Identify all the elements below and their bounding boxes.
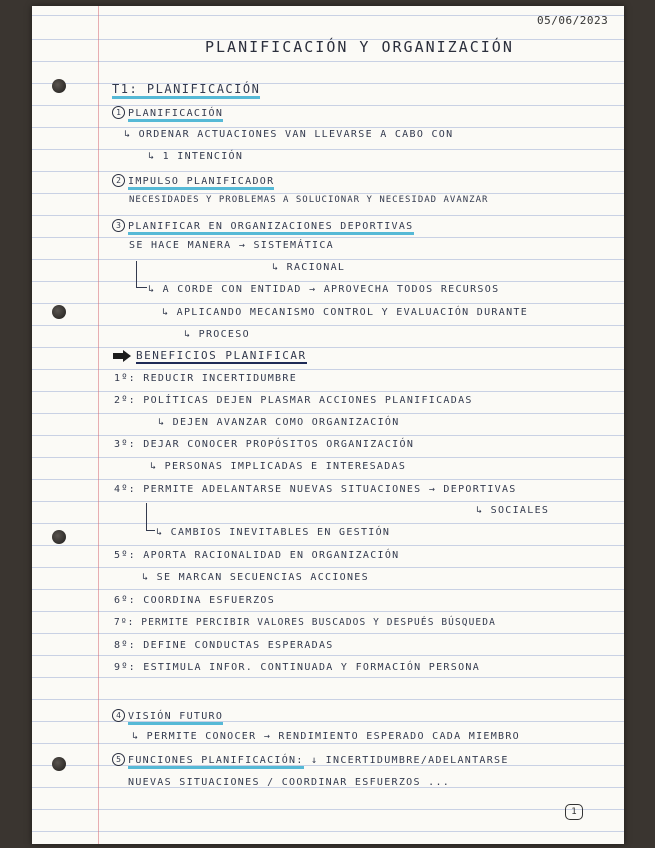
benefit-3-sub: ↳ PERSONAS IMPLICADAS E INTERESADAS (150, 461, 407, 472)
section3-line1: SE HACE MANERA → SISTEMÁTICA (129, 240, 334, 251)
benefit-4: 4º: PERMITE ADELANTARSE NUEVAS SITUACIONES → DEPORTIVAS (114, 484, 517, 495)
benefit-9: 9º: ESTIMULA INFOR. CONTINUADA Y FORMACIÓN PERSONA (114, 662, 481, 673)
section2-number: 2 (112, 174, 125, 187)
section1-heading (112, 106, 223, 119)
section2-line1: NECESIDADES Y PROBLEMAS A SOLUCIONAR Y NECESIDAD AVANZAR (129, 195, 489, 205)
benefit-5-sub: ↳ SE MARCAN SECUENCIAS ACCIONES (142, 572, 369, 583)
benefits-heading-text: BENEFICIOS PLANIFICAR (136, 349, 307, 362)
binder-hole-1 (52, 79, 66, 93)
section4-line1: ↳ PERMITE CONOCER → RENDIMIENTO ESPERADO CADA MIEMBRO (132, 731, 520, 742)
section5-number: 5 (112, 753, 125, 766)
binder-hole-3 (52, 530, 66, 544)
section5-line-a (112, 753, 509, 766)
section3-line4: ↳ APLICANDO MECANISMO CONTROL Y EVALUACIÓN DURANTE (162, 307, 529, 318)
section1-line1: ↳ ORDENAR ACTUACIONES VAN LLEVARSE A CABO CON (124, 129, 454, 140)
notebook-page (32, 6, 624, 844)
benefit-2-sub: ↳ DEJEN AVANZAR COMO ORGANIZACIÓN (158, 417, 400, 428)
note-date: 05/06/2023 (537, 14, 609, 27)
benefit-4-sub1: ↳ SOCIALES (476, 505, 550, 516)
section3-heading (112, 219, 414, 232)
arrow-right-icon (113, 350, 131, 362)
section1-line2: ↳ 1 INTENCIÓN (148, 151, 244, 162)
topic-heading-text: T1: PLANIFICACIÓN (112, 82, 260, 99)
section3-heading-text: PLANIFICAR EN ORGANIZACIONES DEPORTIVAS (128, 221, 414, 235)
section3-line2: ↳ RACIONAL (272, 262, 346, 273)
benefits-heading (136, 349, 307, 362)
section5-heading-text: FUNCIONES PLANIFICACIÓN: (128, 755, 304, 769)
topic-heading (112, 82, 260, 96)
section2-heading (112, 174, 274, 187)
section2-heading-text: IMPULSO PLANIFICADOR (128, 176, 274, 190)
benefit-3: 3º: DEJAR CONOCER PROPÓSITOS ORGANIZACIÓN (114, 439, 415, 450)
benefit-2: 2º: POLÍTICAS DEJEN PLASMAR ACCIONES PLANIFICADAS (114, 395, 473, 406)
benefit-4-bracket (146, 503, 155, 531)
benefit-4-sub2: ↳ CAMBIOS INEVITABLES EN GESTIÓN (156, 527, 391, 538)
binder-hole-2 (52, 305, 66, 319)
section5-line1: ↓ INCERTIDUMBRE/ADELANTARSE (311, 755, 509, 766)
section3-line3: ↳ A CORDE CON ENTIDAD → APROVECHA TODOS RECURSOS (148, 284, 500, 295)
section3-number: 3 (112, 219, 125, 232)
benefit-6: 6º: COORDINA ESFUERZOS (114, 595, 276, 606)
section3-line5: ↳ PROCESO (184, 329, 250, 340)
section1-number: 1 (112, 106, 125, 119)
benefit-8: 8º: DEFINE CONDUCTAS ESPERADAS (114, 640, 334, 651)
section3-bracket (136, 261, 147, 288)
benefit-5: 5º: APORTA RACIONALIDAD EN ORGANIZACIÓN (114, 550, 400, 561)
page-title: PLANIFICACIÓN Y ORGANIZACIÓN (205, 38, 514, 56)
section4-heading-text: VISIÓN FUTURO (128, 711, 223, 725)
section4-number: 4 (112, 709, 125, 722)
page-number: 1 (565, 804, 583, 820)
benefit-7: 7º: PERMITE PERCIBIR VALORES BUSCADOS Y DESPUÉS BÚSQUEDA (114, 617, 496, 628)
benefit-1: 1º: REDUCIR INCERTIDUMBRE (114, 373, 298, 384)
section1-heading-text: PLANIFICACIÓN (128, 108, 223, 122)
binder-hole-4 (52, 757, 66, 771)
section4-heading (112, 709, 223, 722)
section5-line2: NUEVAS SITUACIONES / COORDINAR ESFUERZOS ... (128, 777, 451, 788)
